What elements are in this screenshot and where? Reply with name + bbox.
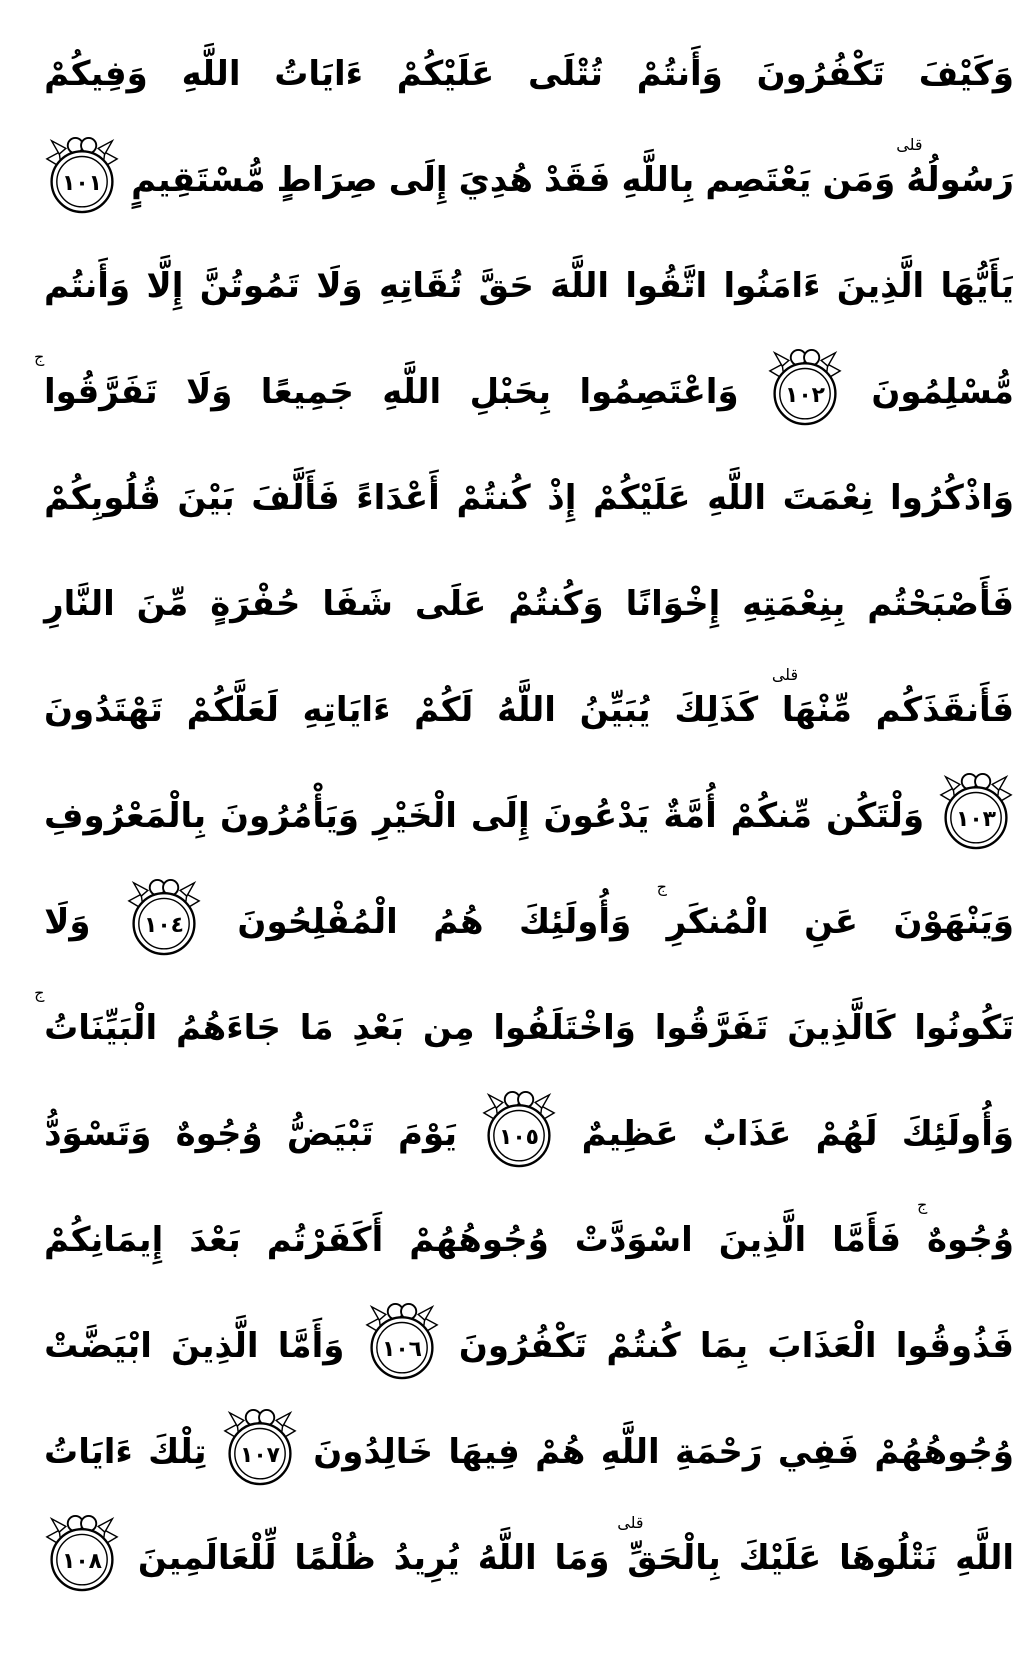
mushaf-line xyxy=(44,652,1014,758)
quran-word: وَلَا xyxy=(316,266,363,306)
quran-word: عَلَيْكُمْ xyxy=(396,54,495,94)
quran-word: كَذَلِكَ xyxy=(674,690,759,730)
quran-word: الْبَيِّنَاتُ ج xyxy=(34,983,158,1048)
quran-word: وَكَيْفَ xyxy=(918,54,1014,94)
quran-word: رَسُولُهُ قلى xyxy=(896,135,1014,200)
quran-word: وَاذْكُرُوا xyxy=(890,478,1014,518)
ayah-end-marker xyxy=(44,1511,120,1595)
quran-word: فَأَلَّفَ xyxy=(251,478,340,518)
quran-word: عَنِ xyxy=(804,902,858,942)
waqf-mark: ج xyxy=(34,347,45,366)
quran-word: لِّلْعَالَمِينَ xyxy=(137,1538,277,1578)
quran-word: بَيْنَ xyxy=(177,478,235,518)
quran-word: فِيهَا xyxy=(448,1432,520,1472)
quran-word: اسْوَدَّتْ xyxy=(574,1220,693,1260)
quran-word: بِالْحَقِّ قلى xyxy=(617,1513,721,1578)
quran-word: صِرَاطٍ xyxy=(276,160,378,200)
mushaf-line xyxy=(44,758,1014,864)
quran-word: وَأَنتُمْ xyxy=(636,54,723,94)
quran-word: تُقَاتِهِ xyxy=(378,266,463,306)
quran-word: عَذَابٌ xyxy=(702,1114,792,1154)
quran-word: تَفَرَّقُوا ج xyxy=(34,347,158,412)
quran-word: عَلَيْكَ xyxy=(738,1538,822,1578)
quran-word: الْعَذَابَ xyxy=(767,1326,877,1366)
quran-word: وَيَأْمُرُونَ xyxy=(220,796,360,836)
quran-word: اللَّهُ xyxy=(477,1538,537,1578)
quran-word: هُدِيَ xyxy=(458,160,533,200)
quran-word: اللَّهِ xyxy=(600,1432,660,1472)
quran-word: اللَّهِ xyxy=(382,372,442,412)
mushaf-line xyxy=(44,1076,1014,1182)
ayah-end-marker xyxy=(767,345,843,429)
quran-word: تَكْفُرُونَ xyxy=(756,54,885,94)
quran-word: عَلَى xyxy=(414,584,487,624)
quran-word: لَعَلَّكُمْ xyxy=(186,690,279,730)
quran-word: الَّذِينَ xyxy=(836,266,925,306)
quran-word: بِالْمَعْرُوفِ xyxy=(44,796,207,836)
quran-word: كَالَّذِينَ xyxy=(787,1008,896,1048)
quran-word: بِنِعْمَتِهِ xyxy=(742,584,846,624)
quran-word: أَعْدَاءً xyxy=(356,478,440,518)
mushaf-line xyxy=(34,334,1014,440)
quran-word: وَلَا xyxy=(185,372,233,412)
mushaf-line xyxy=(44,1500,1014,1606)
quran-word: وَيَنْهَوْنَ xyxy=(893,902,1014,942)
ayah-end-marker xyxy=(222,1405,298,1489)
quran-word: النَّارِ xyxy=(44,584,115,624)
quran-word: وَلَا xyxy=(44,902,91,942)
ayah-medallion-icon xyxy=(364,1299,440,1383)
quran-word: لَكُمْ xyxy=(414,690,474,730)
mushaf-line xyxy=(44,1394,1014,1500)
quran-word: كُنتُمْ xyxy=(456,478,531,518)
ayah-number: ١٠٢ xyxy=(784,383,825,409)
quran-word: وَأَنتُم xyxy=(44,266,131,306)
quran-word: هُمْ xyxy=(535,1432,586,1472)
ayah-number: ١٠٣ xyxy=(956,807,996,833)
quran-word: إِلَى xyxy=(470,796,530,836)
quran-word: لَهُمْ xyxy=(815,1114,878,1154)
quran-word: الَّذِينَ xyxy=(171,1326,259,1366)
quran-word: عَظِيمٌ xyxy=(581,1114,679,1154)
quran-word: بِاللَّهِ xyxy=(621,160,695,200)
quran-word: أَكَفَرْتُم xyxy=(266,1220,384,1260)
quran-word: يَأَيُّهَا xyxy=(940,266,1014,306)
quran-word: الْخَيْرِ xyxy=(372,796,457,836)
ayah-medallion-icon xyxy=(126,875,202,959)
quran-word: أُمَّةٌ xyxy=(663,796,717,836)
ayah-medallion-icon xyxy=(481,1087,557,1171)
quran-word: ءَايَاتُ xyxy=(44,1432,133,1472)
ayah-end-marker xyxy=(364,1299,440,1383)
waqf-mark: قلى xyxy=(896,135,923,154)
mushaf-line xyxy=(44,440,1014,546)
quran-word: إِخْوَانًا xyxy=(625,584,721,624)
quran-word: رَحْمَةِ xyxy=(675,1432,763,1472)
quran-word: وَمَن xyxy=(822,160,896,200)
ayah-medallion-icon xyxy=(222,1405,298,1489)
quran-word: فَفِي xyxy=(777,1432,859,1472)
quran-word: تَبْيَضُّ xyxy=(286,1114,374,1154)
ayah-end-marker xyxy=(938,769,1014,853)
quran-word: هُمُ xyxy=(433,902,484,942)
quran-word: إِلَى xyxy=(388,160,448,200)
ayah-end-marker xyxy=(44,133,120,217)
mushaf-line xyxy=(34,970,1014,1076)
quran-word: وَمَا xyxy=(554,1538,610,1578)
quran-word: إِيمَانِكُمْ xyxy=(44,1220,164,1260)
quran-word: اتَّقُوا xyxy=(625,266,708,306)
quran-word: اللَّهِ xyxy=(181,54,241,94)
quran-word: حُفْرَةٍ xyxy=(210,584,301,624)
quran-word: وُجُوهُهُمْ xyxy=(874,1432,1014,1472)
mushaf-line xyxy=(44,1288,1014,1394)
quran-word: الْمُفْلِحُونَ xyxy=(237,902,398,942)
mushaf-line xyxy=(44,1182,1014,1288)
quran-word: يُرِيدُ xyxy=(393,1538,460,1578)
quran-word: فَذُوقُوا xyxy=(895,1326,1014,1366)
quran-word: فَأَنقَذَكُم xyxy=(875,690,1014,730)
quran-word: عَلَيْكُمْ xyxy=(593,478,691,518)
quran-word: بِحَبْلِ xyxy=(469,372,552,412)
quran-word: بَعْدِ xyxy=(352,1008,405,1048)
quran-word: إِلَّا xyxy=(146,266,184,306)
quran-word: خَالِدُونَ xyxy=(313,1432,434,1472)
waqf-mark: ج xyxy=(656,877,667,896)
quran-word: يَعْتَصِم xyxy=(705,160,812,200)
quran-word: ظُلْمًا xyxy=(294,1538,376,1578)
quran-word: نِعْمَتَ xyxy=(782,478,874,518)
quran-word: شَفَا xyxy=(322,584,393,624)
quran-word: إِذْ xyxy=(547,478,577,518)
waqf-mark: ج xyxy=(916,1195,928,1214)
quran-word: يَدْعُونَ xyxy=(543,796,650,836)
mushaf-line xyxy=(44,864,1014,970)
quran-word: جَاءَهُمُ xyxy=(175,1008,281,1048)
waqf-mark: ج xyxy=(34,983,45,1002)
quran-word: تِلْكَ xyxy=(148,1432,207,1472)
quran-word: تُتْلَى xyxy=(528,54,603,94)
quran-word: وَأُولَئِكَ xyxy=(901,1114,1014,1154)
quran-word: تَكُونُوا xyxy=(914,1008,1014,1048)
quran-word: ءَايَاتُ xyxy=(274,54,364,94)
quran-word: وَاعْتَصِمُوا xyxy=(579,372,739,412)
quran-word: جَمِيعًا xyxy=(260,372,354,412)
ayah-number: ١٠٤ xyxy=(143,913,184,939)
quran-word: وَتَسْوَدُّ xyxy=(44,1114,152,1154)
quran-word: وُجُوهٌ ج xyxy=(916,1195,1014,1260)
quran-word: مَا xyxy=(299,1008,334,1048)
quran-word: فَأَصْبَحْتُم xyxy=(867,584,1014,624)
quran-word: مُّسْتَقِيمٍ xyxy=(131,160,266,200)
quran-word: ءَامَنُوا xyxy=(723,266,821,306)
quran-word: قُلُوبِكُمْ xyxy=(44,478,161,518)
quran-word: الْمُنكَرِ ج xyxy=(656,877,769,942)
waqf-mark: قلى xyxy=(771,665,799,684)
quran-word: وُجُوهُهُمْ xyxy=(409,1220,549,1260)
quran-word: مِّنكُمْ xyxy=(730,796,813,836)
mushaf-line xyxy=(44,546,1014,652)
quran-word: فَقَدْ xyxy=(544,160,611,200)
ayah-end-marker xyxy=(481,1087,557,1171)
quran-word: مِن xyxy=(422,1008,475,1048)
quran-word: ءَايَاتِهِ xyxy=(302,690,391,730)
quran-word: اللَّهِ xyxy=(955,1538,1014,1578)
quran-word: وَلْتَكُن xyxy=(825,796,925,836)
mushaf-line xyxy=(44,16,1014,122)
quran-word: مِّنْهَا قلى xyxy=(771,665,852,730)
mushaf-lines xyxy=(34,16,1014,1656)
quran-word: وَفِيكُمْ xyxy=(44,54,148,94)
mushaf-line xyxy=(44,228,1014,334)
quran-word: تَمُوتُنَّ xyxy=(199,266,300,306)
ayah-number: ١٠٨ xyxy=(62,1549,103,1575)
quran-word: يَوْمَ xyxy=(398,1114,458,1154)
quran-word: بِمَا xyxy=(699,1326,749,1366)
quran-word: وُجُوهٌ xyxy=(175,1114,263,1154)
quran-word: وَأُولَئِكَ xyxy=(518,902,632,942)
quran-word: الَّذِينَ xyxy=(718,1220,807,1260)
quran-word: مُّسْلِمُونَ xyxy=(871,372,1014,412)
ayah-medallion-icon xyxy=(767,345,843,429)
quran-word: تَفَرَّقُوا xyxy=(654,1008,769,1048)
ayah-end-marker xyxy=(126,875,202,959)
quran-word: بَعْدَ xyxy=(189,1220,241,1260)
quran-word: اللَّهَ xyxy=(550,266,610,306)
ayah-medallion-icon xyxy=(44,133,120,217)
quran-word: حَقَّ xyxy=(478,266,534,306)
ayah-number: ١٠٧ xyxy=(239,1443,280,1469)
ayah-number: ١٠٦ xyxy=(381,1337,422,1363)
ayah-number: ١٠٥ xyxy=(499,1125,540,1151)
quran-word: كُنتُمْ xyxy=(606,1326,681,1366)
quran-word: يُبَيِّنُ xyxy=(579,690,651,730)
quran-word: اللَّهِ xyxy=(707,478,767,518)
mushaf-line xyxy=(44,122,1014,228)
quran-word: تَهْتَدُونَ xyxy=(44,690,163,730)
quran-word: وَكُنتُمْ xyxy=(508,584,604,624)
quran-word: وَأَمَّا xyxy=(277,1326,345,1366)
waqf-mark: قلى xyxy=(617,1513,644,1532)
quran-word: ابْيَضَّتْ xyxy=(44,1326,152,1366)
quran-word: فَأَمَّا xyxy=(832,1220,902,1260)
quran-word: نَتْلُوهَا xyxy=(839,1538,938,1578)
quran-word: اللَّهُ xyxy=(496,690,556,730)
quran-word: تَكْفُرُونَ xyxy=(458,1326,588,1366)
ayah-medallion-icon xyxy=(938,769,1014,853)
quran-word: مِّنَ xyxy=(136,584,189,624)
quran-word: وَاخْتَلَفُوا xyxy=(493,1008,636,1048)
ayah-medallion-icon xyxy=(44,1511,120,1595)
ayah-number: ١٠١ xyxy=(62,171,102,197)
